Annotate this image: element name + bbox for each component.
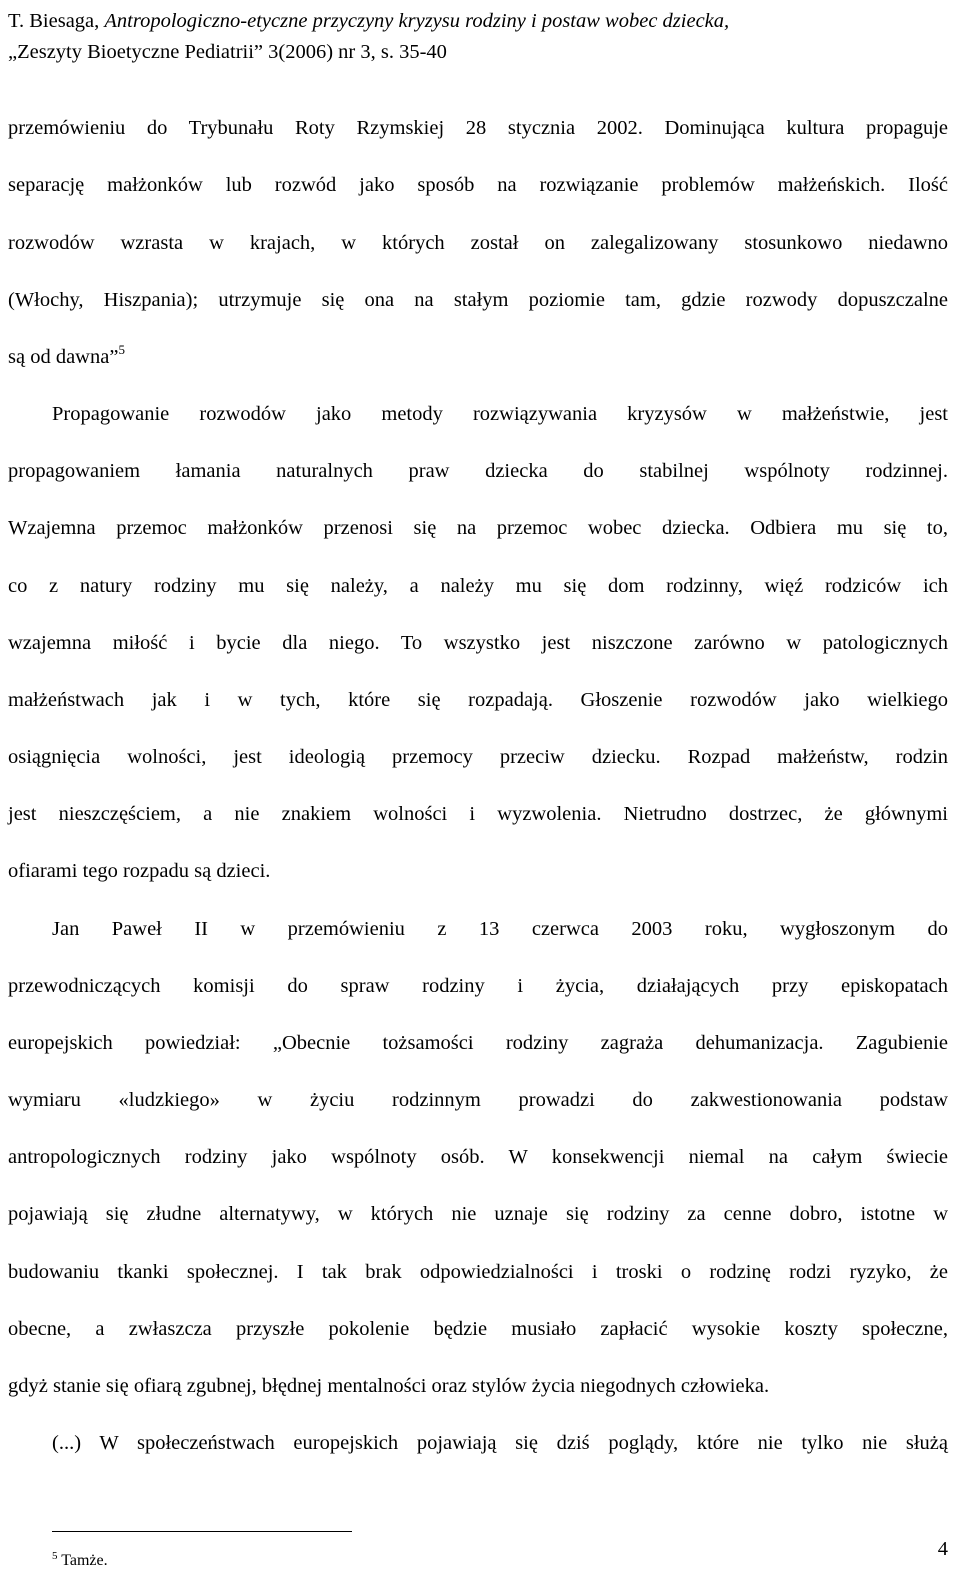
text-line: gdyż stanie się ofiarą zgubnej, błędnej mentalności oraz stylów życia niegodnych człowieka. — [8, 1375, 770, 1397]
text-line: przemówieniu do Trybunału Roty Rzymskiej 28 stycznia 2002. Dominująca kultura propaguje — [8, 117, 948, 139]
text-line: wymiaru «ludzkiego» w życiu rodzinnym prowadzi do zakwestionowania podstaw — [8, 1089, 948, 1111]
text-line: przewodniczących komisji do spraw rodziny i życia, działających przy episkopatach — [8, 975, 948, 997]
text-line: separację małżonków lub rozwód jako sposób na rozwiązanie problemów małżeńskich. Ilość — [8, 174, 948, 196]
footnote-divider — [52, 1531, 352, 1532]
citation-line-2: „Zeszyty Bioetyczne Pediatrii” 3(2006) nr 3, s. 35-40 — [8, 41, 447, 63]
footnote-ref[interactable]: 5 — [118, 342, 125, 357]
text-line: antropologicznych rodziny jako wspólnoty osób. W konsekwencji niemal na całym świecie — [8, 1146, 948, 1168]
text-line: ofiarami tego rozpadu są dzieci. — [8, 860, 271, 882]
citation-header — [8, 6, 729, 68]
citation-line-1 — [8, 6, 729, 37]
text-line: co z natury rodziny mu się należy, a należy mu się dom rodzinny, więź rodziców ich — [8, 575, 948, 597]
text-line: Jan Paweł II w przemówieniu z 13 czerwca 2003 roku, wygłoszonym do — [52, 918, 948, 940]
text-line: propagowaniem łamania naturalnych praw dziecka do stabilnej wspólnoty rodzinnej. — [8, 460, 948, 482]
text-line: obecne, a zwłaszcza przyszłe pokolenie będzie musiało zapłacić wysokie koszty społeczne, — [8, 1318, 948, 1340]
text-line: (Włochy, Hiszpania); utrzymuje się ona na stałym poziomie tam, gdzie rozwody dopuszczalne — [8, 289, 948, 311]
text-line: Wzajemna przemoc małżonków przenosi się na przemoc wobec dziecka. Odbiera mu się to, — [8, 517, 948, 539]
page-number: 4 — [937, 1538, 948, 1560]
footnote — [52, 1546, 108, 1571]
text-line: Propagowanie rozwodów jako metody rozwiązywania kryzysów w małżeństwie, jest — [52, 403, 948, 425]
citation-author: T. Biesaga, — [8, 10, 105, 32]
text-line-with-footnote — [8, 342, 948, 372]
text-line: wzajemna miłość i bycie dla niego. To wszystko jest niszczone zarówno w patologicznych — [8, 632, 948, 654]
citation-title: Antropologiczno-etyczne przyczyny kryzysu rodziny i postaw wobec dziecka, — [104, 10, 730, 32]
text-line: europejskich powiedział: „Obecnie tożsamości rodziny zagraża dehumanizacja. Zagubienie — [8, 1032, 948, 1054]
text-line: są od dawna” — [8, 346, 119, 368]
text-line: jest nieszczęściem, a nie znakiem wolności i wyzwolenia. Nietrudno dostrzec, że głównymi — [8, 803, 948, 825]
text-line: (...) W społeczeństwach europejskich pojawiają się dziś poglądy, które nie tylko nie służą — [52, 1432, 948, 1454]
footnote-text: Tamże. — [61, 1552, 108, 1569]
text-line: rozwodów wzrasta w krajach, w których został on zalegalizowany stosunkowo niedawno — [8, 232, 948, 254]
text-line: małżeństwach jak i w tych, które się rozpadają. Głoszenie rozwodów jako wielkiego — [8, 689, 948, 711]
text-line: budowaniu tkanki społecznej. I tak brak odpowiedzialności i troski o rodzinę rodzi ryzyko, że — [8, 1261, 948, 1283]
text-line: osiągnięcia wolności, jest ideologią przemocy przeciw dziecku. Rozpad małżeństw, rodzin — [8, 746, 948, 768]
footnote-number: 5 — [52, 1550, 58, 1562]
text-line: pojawiają się złudne alternatywy, w których nie uznaje się rodziny za cenne dobro, istotne w — [8, 1203, 948, 1225]
